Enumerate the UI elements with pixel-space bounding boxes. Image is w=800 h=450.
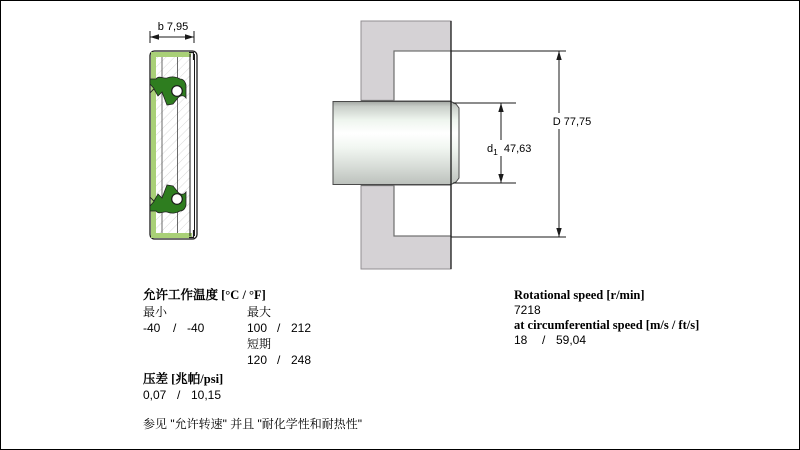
temperature-max-label: 最大 — [247, 305, 272, 319]
arrowhead-up-icon — [498, 103, 503, 112]
temperature-max-values: 100 / 212 — [247, 321, 312, 335]
garter-spring-icon — [172, 86, 183, 97]
pressure-title: 压差 [兆帕/psi] — [143, 372, 224, 386]
seal-seat-bore-bottom — [394, 185, 451, 236]
shaft — [333, 102, 459, 185]
temperature-block — [143, 288, 311, 368]
rotational-speed-value: 7218 — [514, 303, 541, 317]
seal-seat-bore-top — [394, 51, 451, 101]
seal-width-dimension-label: b 7,95 — [157, 21, 189, 33]
circumferential-speed-title: at circumferential speed [m/s / ft/s] — [514, 318, 700, 332]
temperature-min-values: -40 / -40 — [143, 321, 205, 335]
circumferential-speed-values: 18 / 59,04 — [514, 333, 587, 347]
shaft-diameter-dimension-label: $d_1$ 47,63 — [487, 143, 532, 157]
reference-note: 参见 "允许转速" 并且 "耐化学性和耐热性" — [143, 417, 363, 431]
arrowhead-right-icon — [185, 34, 194, 39]
speed-block — [514, 288, 699, 348]
pressure-values: 0,07 / 10,15 — [143, 388, 222, 402]
temperature-short-term-label: 短期 — [247, 337, 272, 351]
temperature-short-term-values: 120 / 248 — [247, 353, 312, 367]
temperature-title: 允许工作温度 [°C / °F] — [143, 288, 266, 302]
bore-diameter-dimension-label: D 77,75 — [552, 116, 592, 128]
arrowhead-left-icon — [150, 34, 159, 39]
arrowhead-down-icon — [498, 174, 503, 183]
pressure-block — [143, 372, 223, 403]
arrowhead-down-icon — [556, 228, 561, 237]
temperature-min-label: 最小 — [143, 305, 168, 319]
arrowhead-up-icon — [556, 51, 561, 60]
seal-cross-section-diagram — [129, 9, 221, 255]
installation-diagram — [326, 13, 616, 283]
rotational-speed-title: Rotational speed [r/min] — [514, 288, 645, 302]
